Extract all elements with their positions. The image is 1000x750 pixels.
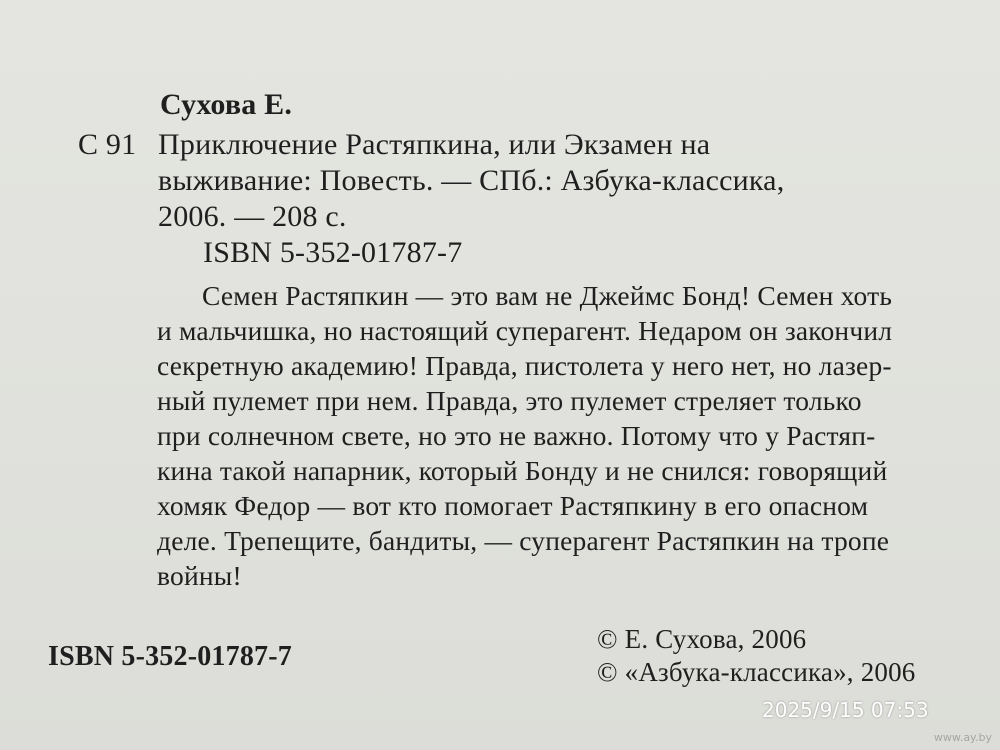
- bib-line-1: Приключение Растяпкина, или Экзамен на: [158, 128, 711, 161]
- catalog-code: С 91: [78, 128, 137, 161]
- bib-line-3: 2006. — 208 с.: [158, 200, 347, 233]
- photo-timestamp: 2025/9/15 07:53: [762, 698, 929, 722]
- annotation-line: деле. Трепещите, бандиты, — суперагент Растяпкин на тропе: [157, 525, 890, 556]
- author-heading: Сухова Е.: [160, 88, 293, 121]
- annotation-line: при солнечном свете, но это не важно. Потому что у Растяп-: [157, 420, 876, 451]
- footer-isbn: ISBN 5-352-01787-7: [48, 641, 292, 672]
- site-watermark: www.ay.by: [933, 731, 992, 744]
- annotation-line: войны!: [157, 560, 242, 591]
- annotation-line: секретную академию! Правда, пистолета у него нет, но лазер-: [157, 350, 892, 381]
- annotation-line: ный пулемет при нем. Правда, это пулемет стреляет только: [157, 385, 862, 416]
- annotation-line: хомяк Федор — вот кто помогает Растяпкину в его опасном: [157, 490, 869, 521]
- annotation-line: кина такой напарник, который Бонду и не снился: говорящий: [157, 455, 888, 486]
- annotation-line: и мальчишка, но настоящий суперагент. Недаром он закончил: [157, 315, 893, 346]
- copyright-author: © Е. Сухова, 2006: [597, 624, 807, 654]
- annotation-line: Семен Растяпкин — это вам не Джеймс Бонд! Семен хоть: [202, 280, 893, 311]
- catalog-isbn: ISBN 5-352-01787-7: [203, 236, 463, 269]
- copyright-publisher: © «Азбука-классика», 2006: [597, 657, 916, 687]
- bib-line-2: выживание: Повесть. — СПб.: Азбука-классика,: [158, 164, 785, 197]
